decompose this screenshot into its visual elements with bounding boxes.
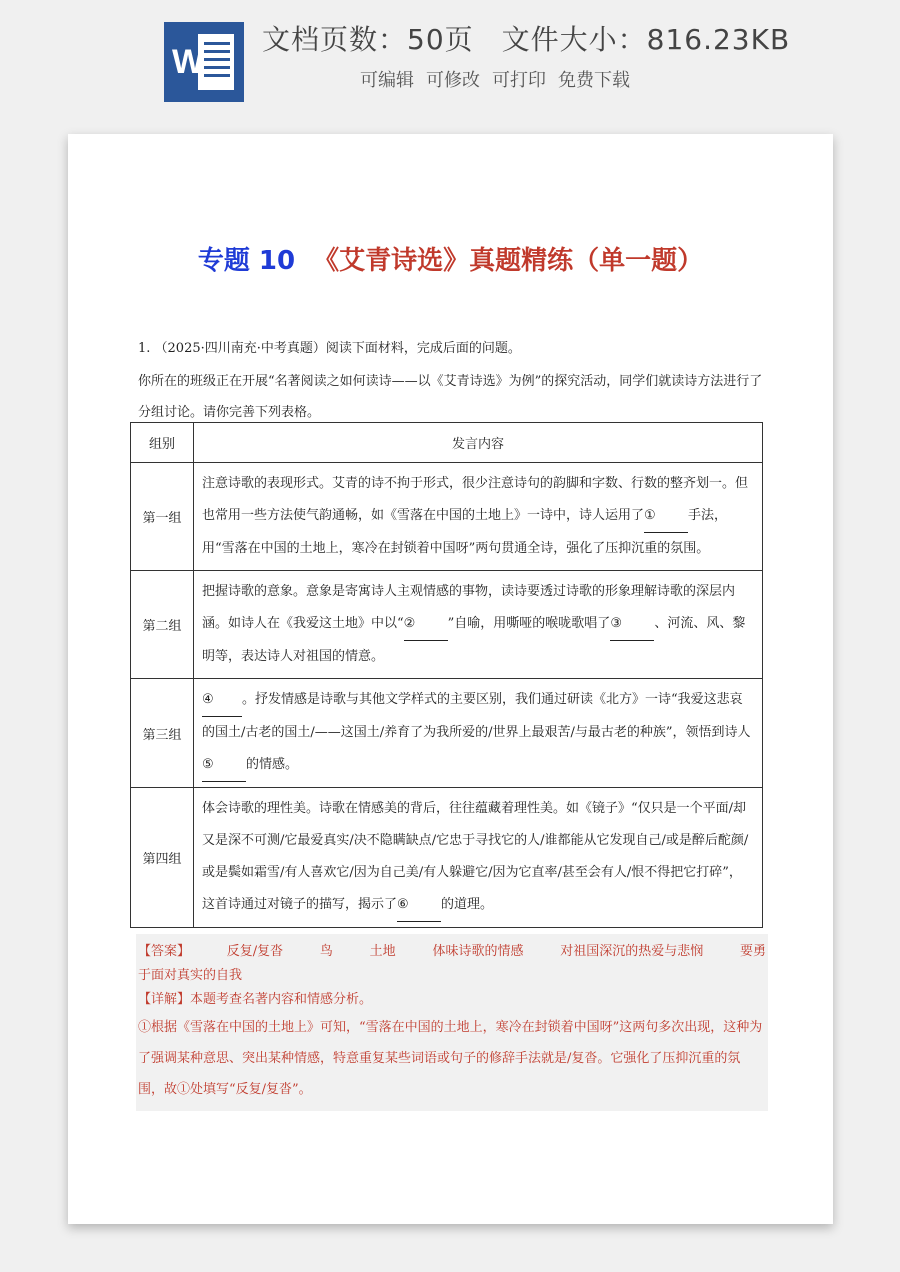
answer-item: 土地	[369, 944, 396, 959]
table-row	[131, 463, 763, 571]
cell-text: 把握诗歌的意象。意象是寄寓诗人主观情感的事物，读诗要透过诗歌的形象理解诗歌的深层内涵。如诗人在《我爱这土地》中以“	[202, 584, 736, 631]
cell-text: 体会诗歌的理性美。诗歌在情感美的背后，往往蕴藏着理性美。如《镜子》“仅只是一个平面/却又是深不可测/它最爱真实/决不隐瞒缺点/它忠于寻找它的人/谁都能从它发现自己/或是醉后酡颜/或是鬓如霜雪/有人喜欢它/因为自己美/有人躲避它/因为它直率/甚至会有人/恨不得把它打碎”，这首诗通过对镜子的描写，揭示了	[202, 801, 749, 912]
column-header: 发言内容	[194, 423, 763, 463]
cell-text: 手法，用“雪落在中国的土地上，寒冷在封锁着中国呀”两句贯通全诗，强化了压抑沉重的氛围。	[202, 508, 728, 556]
group-cell: 第四组	[131, 788, 194, 928]
detail-body: ①根据《雪落在中国的土地上》可知，“雪落在中国的土地上，寒冷在封锁着中国呀”这两句多次出现，这种为了强调某种意思、突出某种情感，特意重复某些词语或句子的修辞手法就是/复沓。它强化了压抑沉重的氛围，故①处填写“反复/复沓”。	[138, 1020, 763, 1097]
column-header: 组别	[131, 423, 194, 463]
cell-text: ”自喻，用嘶哑的喉咙歌唱了	[447, 616, 611, 631]
table-row	[131, 571, 763, 679]
content-cell	[194, 788, 763, 928]
cell-text: 注意诗歌的表现形式。艾青的诗不拘于形式，很少注意诗句的韵脚和字数、行数的整齐划一。但也常用一些方法使气韵通畅，如《雪落在中国的土地上》一诗中，诗人运用了	[202, 476, 749, 523]
page-title	[68, 240, 833, 277]
question-body: 你所在的班级正在开展“名著阅读之如何读诗——以《艾青诗选》为例”的探究活动，同学们就读诗方法进行了分组讨论。请你完善下列表格。	[138, 374, 763, 420]
answer-blank: ④	[202, 684, 242, 717]
word-icon-letter: W	[171, 43, 205, 81]
content-cell	[194, 571, 763, 679]
title-prefix: 专题 10	[197, 246, 296, 276]
feature-item: 可打印	[492, 70, 546, 91]
table-row	[131, 788, 763, 928]
answer-item: 对祖国深沉的热爱与悲悯	[560, 944, 704, 959]
content-cell	[194, 679, 763, 788]
answer-blank: ①	[644, 500, 688, 533]
document-page	[68, 134, 833, 1224]
discussion-table	[130, 422, 763, 928]
cell-text: 。抒发情感是诗歌与其他文学样式的主要区别，我们通过研读《北方》一诗“我爱这悲哀的国土/古老的国土/——这国土/养育了为我所爱的/世界上最艰苦/与最古老的种族”，领悟到诗人	[202, 692, 751, 740]
group-cell: 第二组	[131, 571, 194, 679]
table-row	[131, 679, 763, 788]
feature-item: 可编辑	[360, 70, 414, 91]
table-header-row	[131, 423, 763, 463]
group-cell: 第三组	[131, 679, 194, 788]
answer-blank: ⑥	[397, 889, 441, 922]
question-heading: 1. （2025·四川南充·中考真题）阅读下面材料，完成后面的问题。	[138, 341, 521, 356]
feature-list	[360, 66, 642, 92]
file-size: 文件大小：816.23KB	[501, 23, 791, 56]
content-cell	[194, 463, 763, 571]
answer-continued: 于面对真实的自我	[138, 968, 243, 983]
feature-item: 免费下载	[558, 70, 630, 91]
detail-label: 【详解】	[138, 992, 191, 1007]
cell-text: 的情感。	[246, 757, 299, 772]
answer-blank: ②	[404, 608, 448, 641]
detail-intro: 本题考查名著内容和情感分析。	[190, 992, 373, 1007]
answer-row	[138, 940, 766, 964]
cell-text: 的道理。	[441, 897, 494, 912]
answer-label: 【答案】	[138, 944, 191, 959]
answer-blank: ⑤	[202, 749, 246, 782]
answer-block	[136, 934, 768, 1111]
title-main: 《艾青诗选》真题精练（单一题）	[313, 246, 704, 276]
file-meta	[262, 18, 818, 58]
answer-item: 鸟	[319, 944, 333, 959]
answer-item: 体味诗歌的情感	[432, 944, 524, 959]
answer-item: 反复/复沓	[226, 944, 284, 959]
detail-line	[138, 988, 766, 1012]
word-doc-icon	[164, 22, 244, 102]
cell-text: 、河流、风、黎明等，表达诗人对祖国的情意。	[202, 616, 746, 664]
answer-item: 要勇	[739, 944, 766, 959]
group-cell: 第一组	[131, 463, 194, 571]
download-banner	[0, 0, 900, 120]
feature-item: 可修改	[426, 70, 480, 91]
page-count: 文档页数：50页	[262, 23, 474, 56]
answer-blank: ③	[610, 608, 654, 641]
